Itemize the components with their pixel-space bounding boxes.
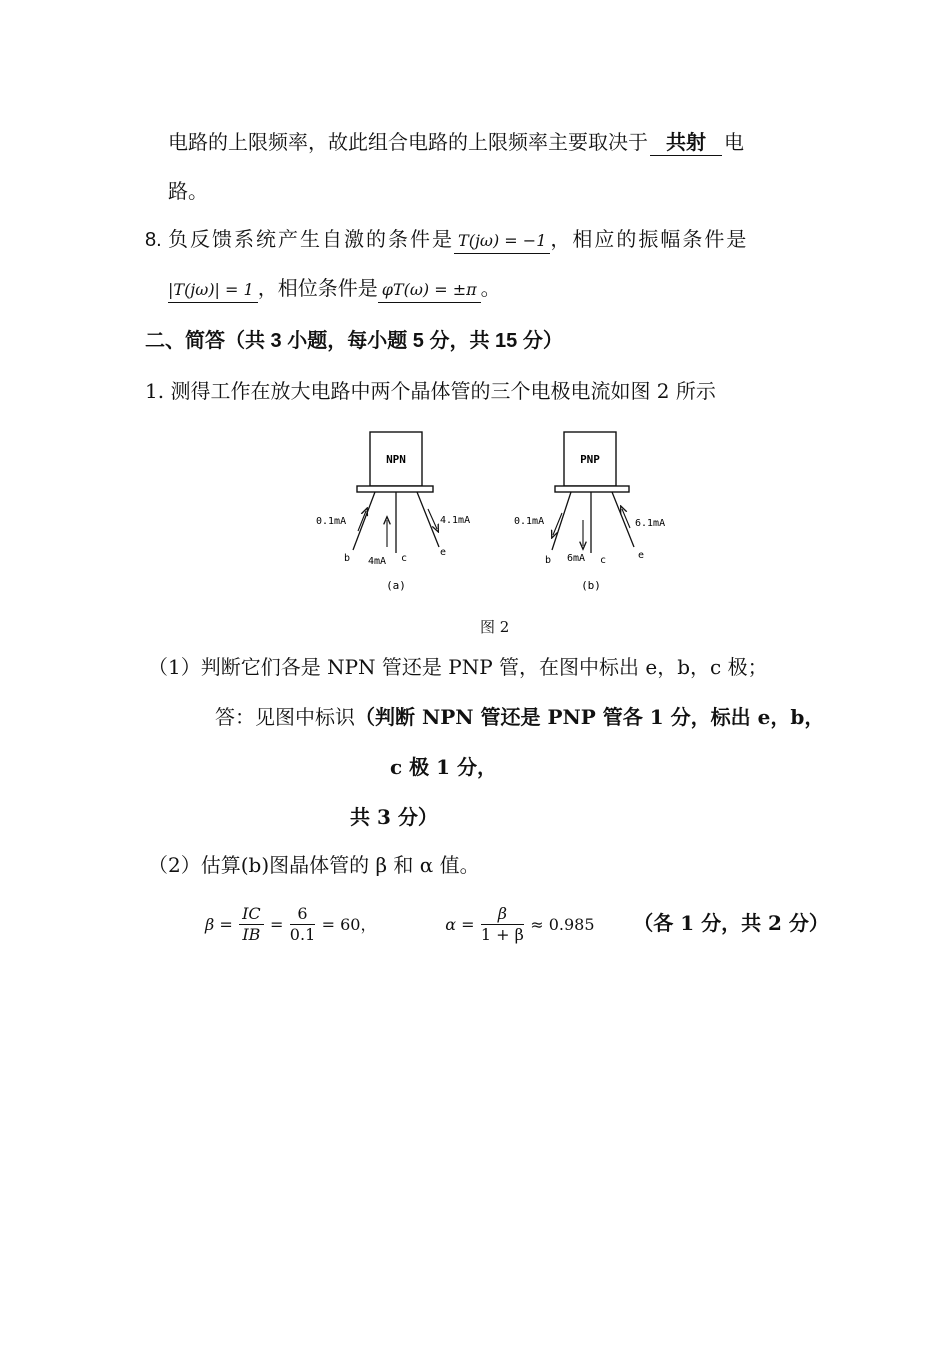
alpha-denominator: 1 + β bbox=[480, 925, 524, 944]
alpha-lhs: α = bbox=[445, 915, 475, 934]
q8-line-2 bbox=[168, 275, 501, 303]
transistor-a-base-plate bbox=[357, 486, 433, 492]
transistor-b-caption: (b) bbox=[581, 579, 601, 592]
beta-denominator: IB bbox=[242, 925, 261, 944]
q8-text-3: ，相位条件是 bbox=[257, 276, 378, 300]
transistor-b-current-b: 0.1mA bbox=[514, 516, 545, 527]
q7-tail: 电 bbox=[724, 130, 744, 154]
part1-answer-prefix: 答：见图中标识 bbox=[215, 705, 355, 729]
part1-answer-line-1 bbox=[215, 704, 824, 730]
beta-numerator-value: 6 bbox=[290, 904, 315, 925]
transistor-b-current-c: 6mA bbox=[567, 553, 586, 564]
q8-amplitude: |T(jω)| = 1 bbox=[168, 278, 258, 303]
transistor-a-caption: (a) bbox=[386, 579, 406, 592]
question-1-stem: 1. 测得工作在放大电路中两个晶体管的三个电极电流如图 2 所示 bbox=[145, 379, 716, 403]
q7-answer: 共射 bbox=[650, 131, 722, 156]
figure-caption: 图 2 bbox=[480, 618, 510, 636]
q7-line-2: 路。 bbox=[168, 179, 208, 203]
part2-formulas bbox=[205, 900, 829, 946]
figure-2 bbox=[300, 425, 700, 595]
transistor-b-pin-e: e bbox=[638, 550, 645, 561]
q8-end: 。 bbox=[480, 276, 501, 300]
alpha-fraction bbox=[481, 904, 524, 945]
q8-line-1 bbox=[145, 226, 748, 254]
beta-fraction-values bbox=[290, 904, 315, 945]
section-heading: 二、简答（共 3 小题，每小题 5 分，共 15 分） bbox=[145, 330, 563, 352]
q8-text-1: 负反馈系统产生自激的条件是 bbox=[168, 227, 455, 251]
beta-denominator-value: 0.1 bbox=[289, 925, 316, 944]
alpha-numerator: β bbox=[481, 904, 524, 925]
transistor-a-pin-c: c bbox=[401, 553, 408, 564]
transistor-a-arrow-e bbox=[428, 509, 437, 529]
beta-numerator: IC bbox=[239, 904, 264, 925]
transistor-b-lead-b bbox=[552, 492, 571, 550]
transistor-a-lead-e bbox=[417, 492, 439, 547]
part1-answer-line-3: 共 3 分） bbox=[350, 805, 438, 829]
transistor-b-base-plate bbox=[555, 486, 629, 492]
transistor-b-label: PNP bbox=[580, 453, 600, 466]
q8-text-2: ，相应的振幅条件是 bbox=[550, 227, 749, 251]
q7-line-1 bbox=[168, 129, 744, 156]
part2-question: （2）估算(b)图晶体管的 β 和 α 值。 bbox=[148, 853, 480, 877]
part1-answer-score-1: （判断 NPN 管还是 PNP 管各 1 分，标出 e，b， bbox=[355, 705, 825, 729]
transistor-b-pin-c: c bbox=[600, 555, 607, 566]
transistor-a-current-e: 4.1mA bbox=[440, 515, 471, 526]
transistor-a-label: NPN bbox=[386, 453, 406, 466]
transistor-a-lead-b bbox=[353, 492, 375, 550]
transistor-b-pin-b: b bbox=[545, 555, 552, 566]
alpha-result: ≈ 0.985 bbox=[530, 915, 595, 934]
part1-answer-line-2: c 极 1 分， bbox=[390, 755, 497, 779]
transistor-a-current-b: 0.1mA bbox=[316, 516, 347, 527]
beta-result: = 60， bbox=[321, 915, 377, 934]
part2-score: （各 1 分，共 2 分） bbox=[633, 911, 829, 935]
transistor-a-pin-b: b bbox=[344, 553, 351, 564]
q8-number: 8. bbox=[145, 229, 162, 251]
q8-condition: T(jω) = −1 bbox=[454, 229, 550, 254]
q7-text: 电路的上限频率，故此组合电路的上限频率主要取决于 bbox=[168, 130, 648, 154]
q8-phase: φT(ω) = ±π bbox=[378, 278, 481, 303]
transistor-a-pin-e: e bbox=[440, 547, 447, 558]
part1-question: （1）判断它们各是 NPN 管还是 PNP 管，在图中标出 e，b，c 极； bbox=[148, 655, 768, 679]
transistor-b-current-e: 6.1mA bbox=[635, 518, 666, 529]
transistor-b-lead-e bbox=[612, 492, 634, 547]
transistor-a bbox=[316, 432, 470, 592]
beta-eq: = bbox=[270, 915, 284, 934]
beta-lhs: β = bbox=[205, 915, 233, 934]
transistor-b bbox=[514, 432, 665, 592]
beta-fraction-currents bbox=[239, 904, 264, 945]
transistor-a-current-c: 4mA bbox=[368, 556, 387, 567]
